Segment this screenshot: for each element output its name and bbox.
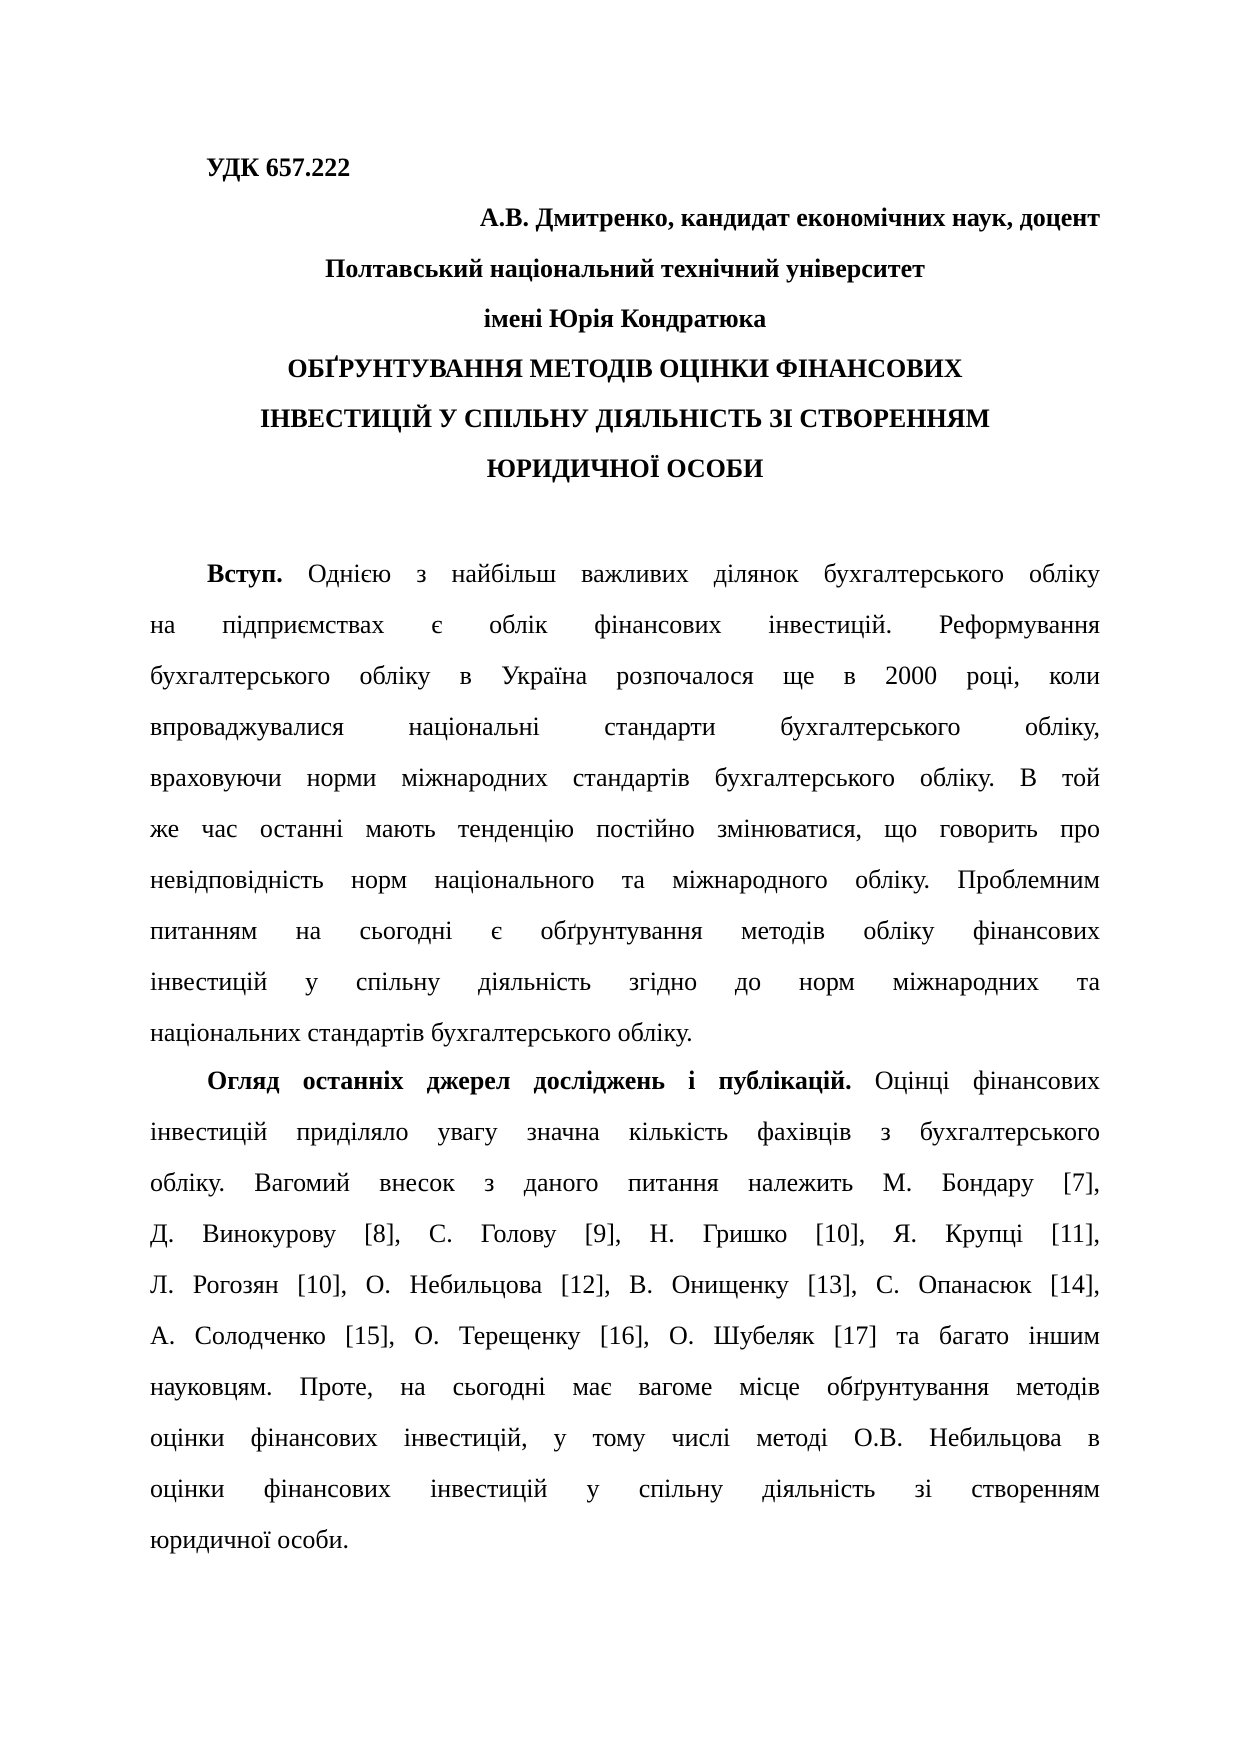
paragraph-line [150,1514,1100,1565]
paragraph-text: оцінки фінансових інвестицій у спільну діяльність зі створенням [150,1474,1100,1503]
udc-code: УДК 657.222 [206,153,351,182]
paragraph-text: оцінки фінансових інвестицій, у тому числі методі О.В. Небильцова в [150,1423,1100,1452]
paragraph-line [150,599,1100,650]
paragraph-text: враховуючи норми міжнародних стандартів бухгалтерського обліку. В той [150,763,1100,792]
paragraph-text: Д. Винокурову [8], С. Голову [9], Н. Гришко [10], Я. Крупці [11], [150,1219,1100,1248]
paragraph-line [150,1463,1100,1514]
paragraph-text: національних стандартів бухгалтерського обліку. [150,1018,693,1047]
paragraph-text: науковцям. Проте, на сьогодні має вагоме місце обґрунтування методів [150,1372,1100,1401]
paragraph-line [150,1157,1100,1208]
paragraph-text: же час останні мають тенденцію постійно змінюватися, що говорить про [150,814,1100,843]
paragraph-text: А. Солодченко [15], О. Терещенку [16], О. Шубеляк [17] та багато іншим [150,1321,1100,1350]
paragraph-text: бухгалтерського обліку в Україна розпочалося ще в 2000 році, коли [150,661,1100,690]
paragraph-line [150,701,1100,752]
paragraph-line [150,1106,1100,1157]
paragraph-text: невідповідність норм національного та міжнародного обліку. Проблемним [150,865,1100,894]
paragraph-line [150,1208,1100,1259]
title-line-2: ІНВЕСТИЦІЙ У СПІЛЬНУ ДІЯЛЬНІСТЬ ЗІ СТВОРЕННЯМ [259,404,990,433]
paragraph-text: Оцінці фінансових [851,1066,1100,1095]
paragraph-text: питанням на сьогодні є обґрунтування методів обліку фінансових [150,916,1100,945]
paragraph-line [150,548,1100,599]
paragraph-lead: Огляд останніх джерел досліджень і публікацій. [207,1066,852,1095]
paragraph-line [150,1412,1100,1463]
paragraph-line [150,1310,1100,1361]
affiliation-line-2: імені Юрія Кондратюка [483,304,767,333]
paragraph-line [150,905,1100,956]
paragraph-text: на підприємствах є облік фінансових інвестицій. Реформування [150,610,1100,639]
author-line: А.В. Дмитренко, кандидат економічних наук, доцент [479,203,1100,232]
paragraph-line [150,854,1100,905]
paragraph-text: інвестицій у спільну діяльність згідно до норм міжнародних та [150,967,1100,996]
paragraph-text: юридичної особи. [150,1525,350,1554]
paragraph-line [150,1259,1100,1310]
paragraph-line [150,803,1100,854]
paragraph-text: інвестицій приділяло увагу значна кількість фахівців з бухгалтерського [150,1117,1100,1146]
paragraph-lead: Вступ. [207,559,283,588]
paragraph-line [150,956,1100,1007]
paragraph-line [150,752,1100,803]
paragraph-text: Л. Рогозян [10], О. Небильцова [12], В. Онищенку [13], С. Опанасюк [14], [150,1270,1100,1299]
title-line-1: ОБҐРУНТУВАННЯ МЕТОДІВ ОЦІНКИ ФІНАНСОВИХ [287,354,963,383]
paragraph-text: Однією з найбільш важливих ділянок бухгалтерського обліку [282,559,1100,588]
paragraph-line [150,1361,1100,1412]
title-line-3: ЮРИДИЧНОЇ ОСОБИ [486,454,764,483]
paragraph-line [150,1055,1100,1106]
affiliation-line-1: Полтавський національний технічний університет [325,254,925,283]
paragraph-text: обліку. Вагомий внесок з даного питання належить М. Бондару [7], [150,1168,1100,1197]
paragraph-line [150,1007,1100,1058]
paragraph-line [150,650,1100,701]
paragraph-text: впроваджувалися національні стандарти бухгалтерського обліку, [150,712,1100,741]
